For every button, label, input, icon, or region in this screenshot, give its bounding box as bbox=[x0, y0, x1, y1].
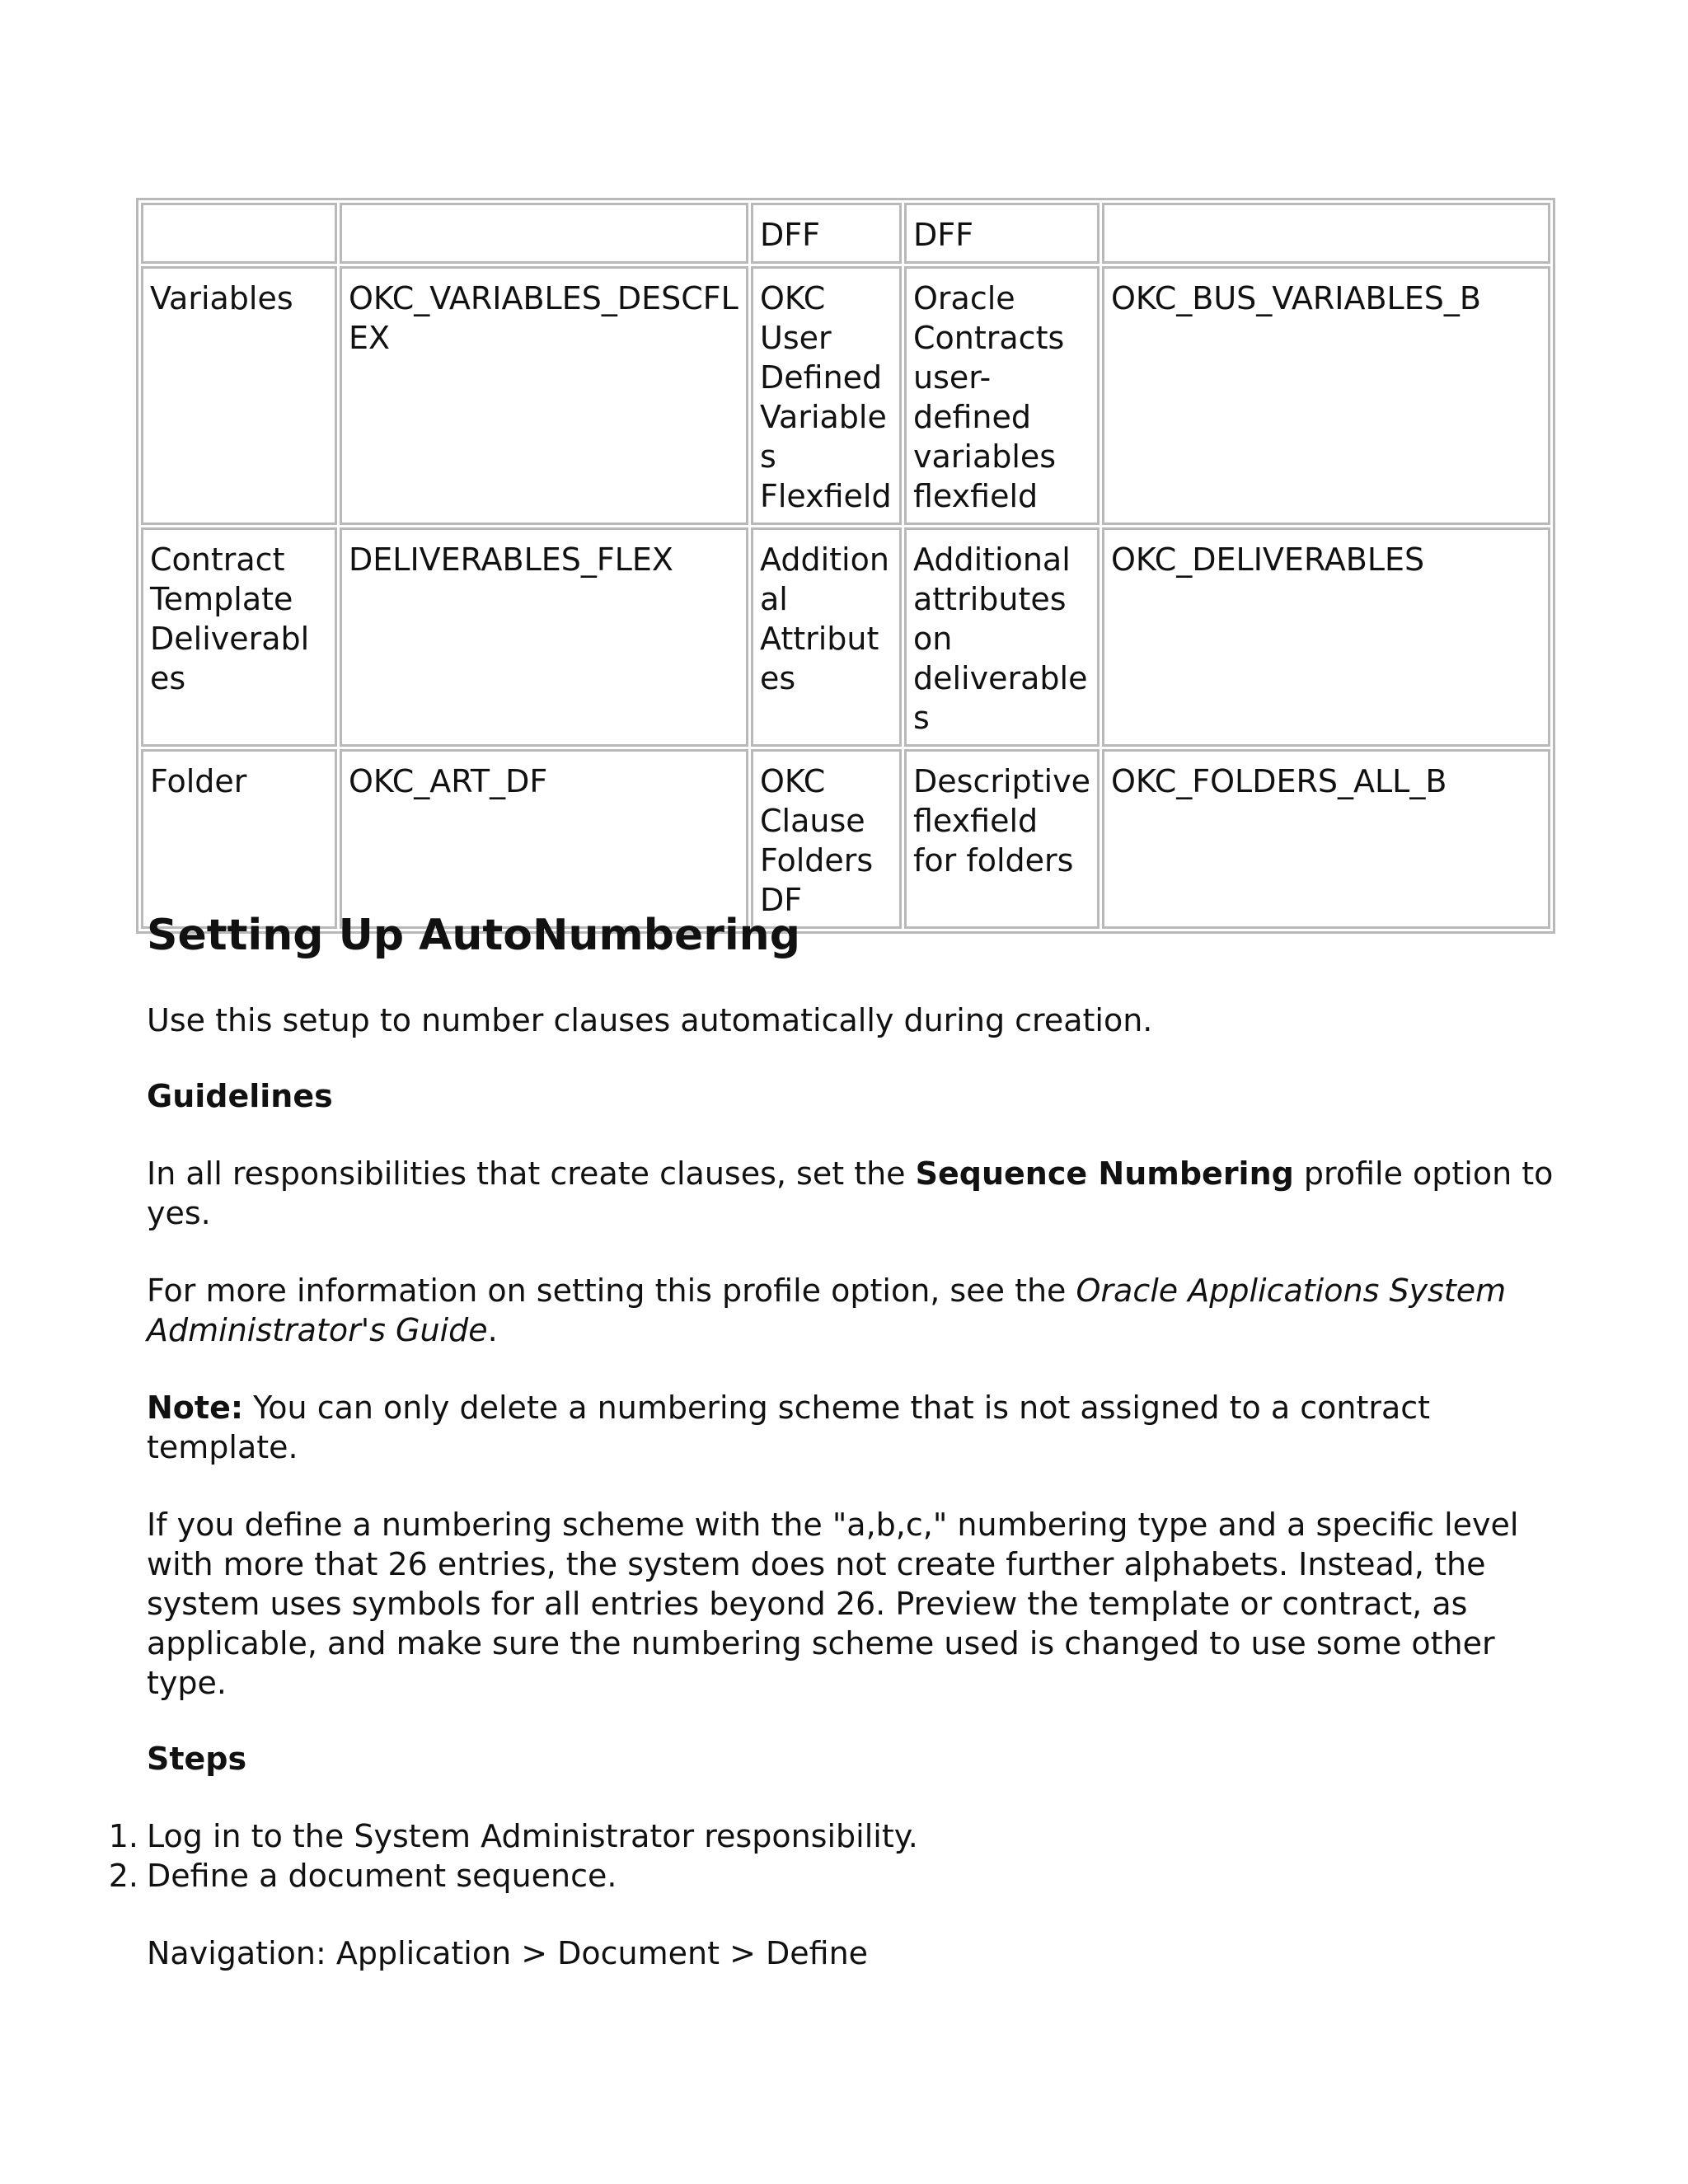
table-row bbox=[141, 749, 1550, 929]
step-number: 1. bbox=[108, 1818, 138, 1854]
table-cell bbox=[340, 203, 748, 264]
list-item bbox=[108, 1816, 1564, 1856]
table-cell: Contract Template Deliverables bbox=[141, 527, 337, 747]
more-info-paragraph bbox=[147, 1271, 1564, 1350]
sequence-numbering-term: Sequence Numbering bbox=[915, 1155, 1294, 1192]
table-row bbox=[141, 527, 1550, 747]
flexfield-table bbox=[136, 198, 1555, 934]
table-cell: DELIVERABLES_FLEX bbox=[340, 527, 748, 747]
list-item bbox=[108, 1856, 1564, 1896]
table-cell: Additional Attributes bbox=[751, 527, 902, 747]
guideline-paragraph bbox=[147, 1154, 1564, 1233]
steps-list bbox=[108, 1816, 1564, 1896]
steps-heading: Steps bbox=[147, 1741, 247, 1777]
table-cell: OKC_VARIABLES_DESCFLEX bbox=[340, 266, 748, 525]
navigation-path: Navigation: Application > Document > Define bbox=[147, 1935, 869, 1971]
table-cell: Oracle Contracts user-defined variables flexfield bbox=[904, 266, 1100, 525]
table-row bbox=[141, 266, 1550, 525]
table-row bbox=[141, 203, 1550, 264]
table-cell: OKC_DELIVERABLES bbox=[1102, 527, 1550, 747]
section-content bbox=[108, 907, 1564, 1973]
table-cell: DFF bbox=[751, 203, 902, 264]
note-paragraph bbox=[147, 1388, 1564, 1467]
section-title: Setting Up AutoNumbering bbox=[147, 911, 800, 960]
step-number: 2. bbox=[108, 1858, 138, 1894]
intro-paragraph: Use this setup to number clauses automatically during creation. bbox=[147, 1002, 1153, 1038]
note-label: Note: bbox=[147, 1390, 244, 1426]
table-cell: DFF bbox=[904, 203, 1100, 264]
table-cell: Folder bbox=[141, 749, 337, 929]
more-info-end: . bbox=[487, 1312, 498, 1348]
step-text: Define a document sequence. bbox=[147, 1858, 617, 1894]
guide-reference: Oracle Applications System Administrator's Guide bbox=[147, 1272, 1507, 1348]
note-text: You can only delete a numbering scheme that is not assigned to a contract template. bbox=[147, 1390, 1431, 1465]
guideline-text-end: profile option to yes. bbox=[147, 1155, 1554, 1231]
step-text: Log in to the System Administrator responsibility. bbox=[147, 1818, 918, 1854]
table-cell: Variables bbox=[141, 266, 337, 525]
guideline-text: In all responsibilities that create clauses, set the bbox=[147, 1155, 916, 1192]
numbering-paragraph: If you define a numbering scheme with the "a,b,c," numbering type and a specific level with more that 26 entries, the system does not create further alphabets. Instead, the system uses symbols for all entries beyond 26. Preview the template or contract, as applicable, and make sure the numbering scheme used is changed to use some other type. bbox=[147, 1507, 1519, 1701]
table-cell: OKC_ART_DF bbox=[340, 749, 748, 929]
more-info-text: For more information on setting this profile option, see the bbox=[147, 1272, 1076, 1309]
table-cell: OKC_BUS_VARIABLES_B bbox=[1102, 266, 1550, 525]
table-cell bbox=[141, 203, 337, 264]
table-cell: Additional attributes on deliverables bbox=[904, 527, 1100, 747]
table-cell: OKC User Defined Variables Flexfield bbox=[751, 266, 902, 525]
table-cell: OKC Clause Folders DF bbox=[751, 749, 902, 929]
table-cell bbox=[1102, 203, 1550, 264]
table-cell: OKC_FOLDERS_ALL_B bbox=[1102, 749, 1550, 929]
guidelines-heading: Guidelines bbox=[147, 1078, 333, 1114]
table-cell: Descriptive flexfield for folders bbox=[904, 749, 1100, 929]
